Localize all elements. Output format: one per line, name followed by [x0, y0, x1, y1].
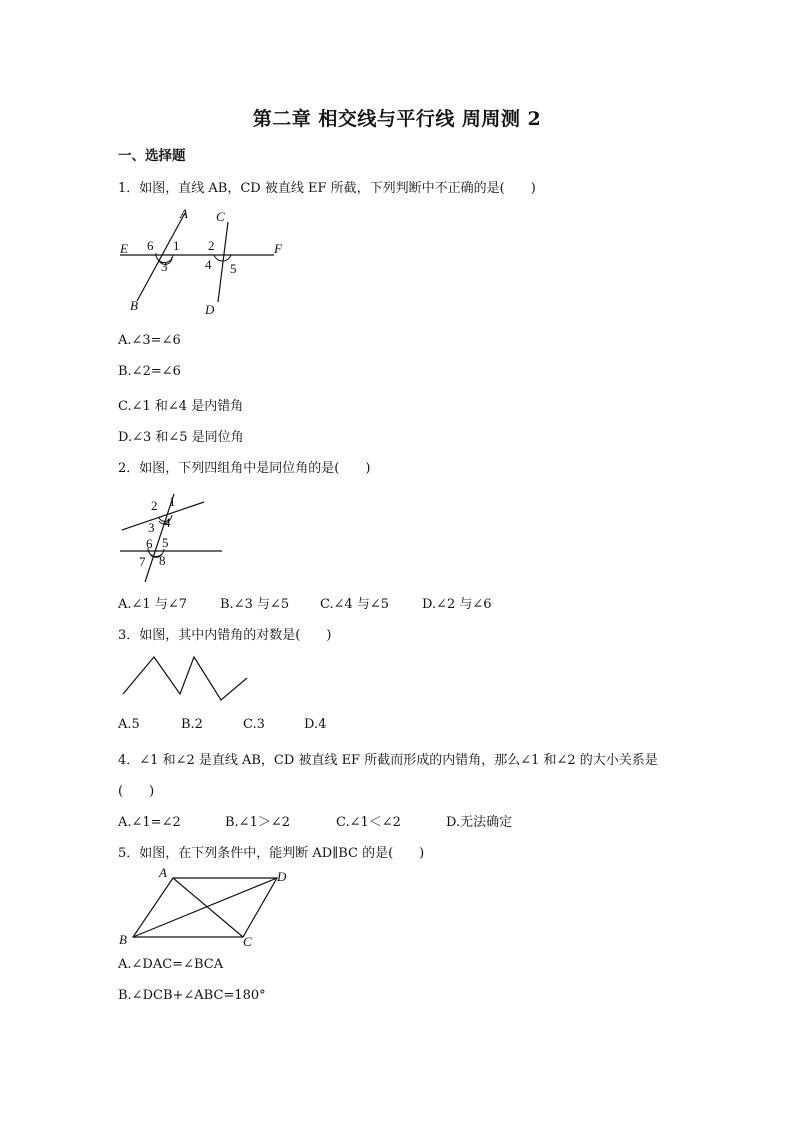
- question-4-option-b: B.∠1＞∠2: [225, 815, 291, 830]
- question-3-option-c: C.3: [243, 717, 265, 732]
- question-1-option-d: D.∠3 和∠5 是同位角: [118, 430, 244, 445]
- diagonal-bd: [133, 878, 277, 937]
- line-cd: [218, 222, 228, 302]
- angle-label-1: 1: [173, 238, 180, 253]
- point-label-e: E: [120, 241, 128, 256]
- diagonal-ac: [173, 878, 243, 937]
- point-label-a: A: [180, 206, 188, 221]
- question-5-figure: [115, 864, 295, 954]
- question-3-option-a: A.5: [118, 717, 140, 732]
- angle-label-5: 5: [162, 535, 169, 550]
- point-label-c: C: [216, 209, 225, 224]
- angle-label-4: 4: [164, 515, 171, 530]
- page-title: 第二章 相交线与平行线 周周测 2: [252, 108, 542, 130]
- line-ab: [137, 213, 185, 301]
- angle-label-2: 2: [208, 238, 215, 253]
- point-label-f: F: [274, 241, 282, 256]
- question-2-stem: 2．如图，下列四组角中是同位角的是( ): [118, 461, 371, 476]
- vertex-label-b: B: [119, 932, 127, 947]
- question-2-option-b: B.∠3 与∠5: [220, 597, 290, 612]
- question-3-option-b: B.2: [181, 717, 203, 732]
- question-2-figure: [112, 486, 232, 586]
- point-label-b: B: [130, 298, 138, 313]
- angle-label-1: 1: [169, 494, 176, 509]
- angle-label-3: 3: [161, 259, 168, 274]
- question-1-option-c: C.∠1 和∠4 是内错角: [118, 399, 244, 414]
- question-2-option-d: D.∠2 与∠6: [422, 597, 492, 612]
- question-2-options: [118, 593, 492, 612]
- question-1-option-a: A.∠3=∠6: [118, 333, 181, 348]
- section-heading: 一、选择题: [118, 148, 186, 164]
- question-5-option-b: B.∠DCB+∠ABC=180°: [118, 988, 266, 1003]
- vertex-label-d: D: [277, 869, 287, 884]
- question-3-stem: 3．如图，其中内错角的对数是( ): [118, 628, 332, 643]
- question-2-option-c: C.∠4 与∠5: [320, 597, 390, 612]
- vertex-label-a: A: [159, 865, 167, 880]
- angle-label-2: 2: [151, 498, 158, 513]
- question-1-stem: 1．如图，直线 AB，CD 被直线 EF 所截，下列判断中不正确的是( ): [118, 181, 536, 196]
- question-4-stem: 4．∠1 和∠2 是直线 AB，CD 被直线 EF 所截而形成的内错角，那么∠1 和∠2 的大小关系是: [118, 753, 658, 768]
- question-1-option-b: B.∠2=∠6: [118, 364, 181, 379]
- angle-label-6: 6: [146, 536, 153, 551]
- angle-label-7: 7: [139, 554, 146, 569]
- question-4-options: [118, 811, 512, 830]
- question-4-stem-paren: ( ): [118, 784, 155, 799]
- question-4-option-d: D.无法确定: [446, 815, 513, 830]
- vertex-label-c: C: [243, 934, 252, 949]
- question-3-option-d: D.4: [304, 717, 327, 732]
- question-3-options: [118, 717, 326, 732]
- question-4-option-c: C.∠1＜∠2: [336, 815, 401, 830]
- angle-label-3: 3: [148, 520, 155, 535]
- question-3-figure: [118, 652, 253, 707]
- angle-label-4: 4: [205, 257, 212, 272]
- question-4-option-a: A.∠1=∠2: [118, 815, 181, 830]
- angle-label-5: 5: [230, 261, 237, 276]
- question-5-stem: 5．如图，在下列条件中，能判断 AD∥BC 的是( ): [118, 846, 425, 861]
- angle-arc: [214, 255, 231, 261]
- question-2-option-a: A.∠1 与∠7: [118, 597, 187, 612]
- question-1-figure: [110, 203, 300, 323]
- zigzag-lines: [123, 657, 247, 700]
- question-5-option-a: A.∠DAC=∠BCA: [118, 957, 224, 972]
- point-label-d: D: [205, 302, 215, 317]
- angle-label-6: 6: [147, 238, 154, 253]
- angle-label-8: 8: [159, 553, 166, 568]
